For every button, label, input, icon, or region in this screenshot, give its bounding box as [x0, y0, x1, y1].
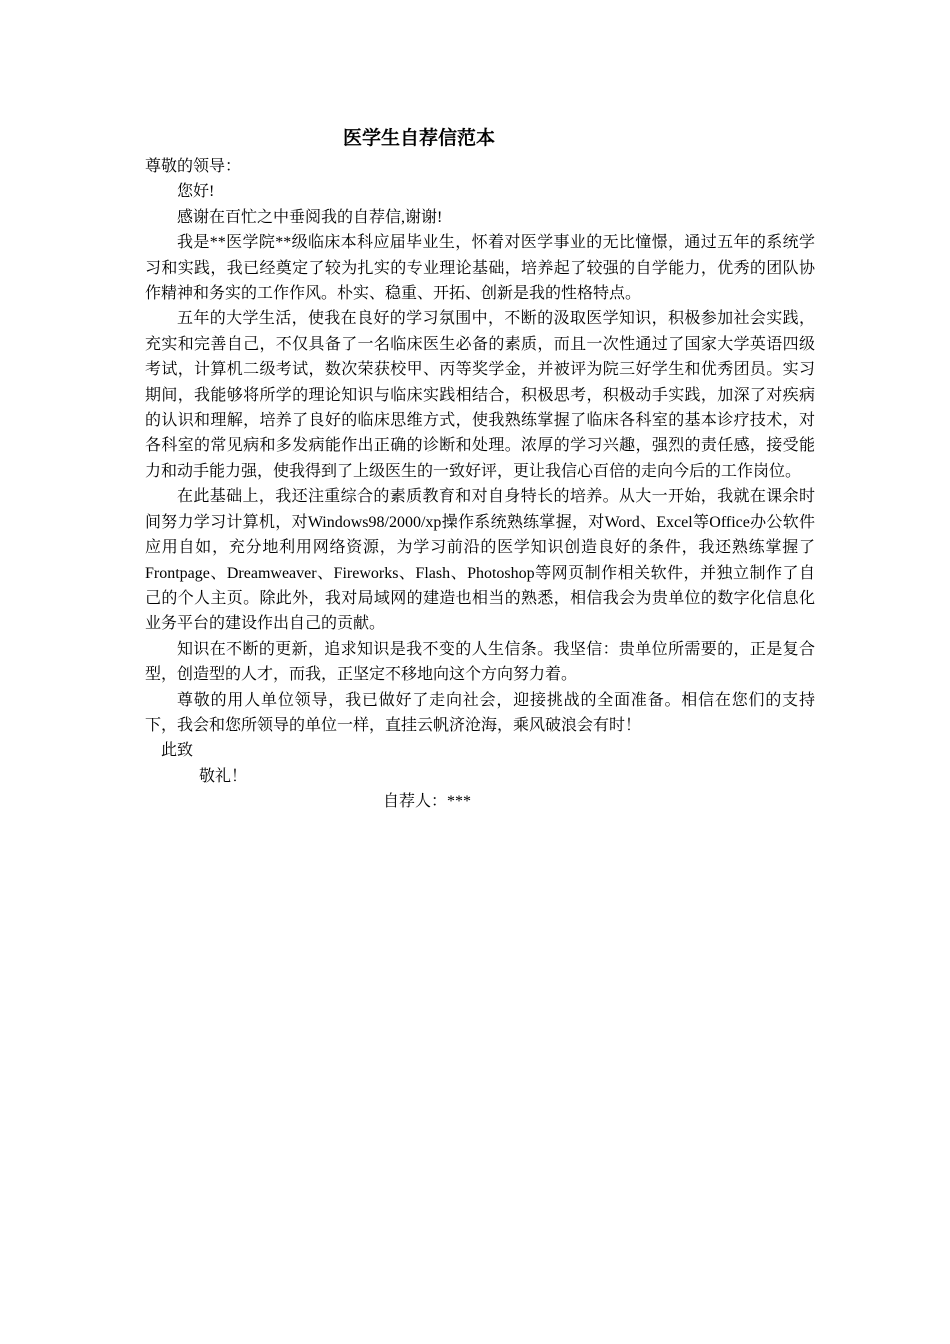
salutation: 尊敬的领导： — [145, 158, 242, 175]
document-title: 医学生自荐信范本 — [343, 127, 496, 149]
paragraph-thanks: 感谢在百忙之中垂阅我的自荐信,谢谢! — [177, 208, 443, 226]
paragraph-skills: 在此基础上，我还注重综合的素质教育和对自身特长的培养。从大一开始，我就在课余时间努力学习计算机，对Windows98/2000/xp操作系统熟练掌握，对Word、Excel等Office办公软件应用自如，充分地利用网络资源，为学习前沿的医学知识创造良好的条件，我还熟练掌握了Frontpage、Dreamweaver、Fireworks、Flash、Photoshop等网页制作相关软件，并独立制作了自己的个人主页。除此外，我对局域网的建造也相当的熟悉，相信我会为贵单位的数字化信息化业务平台的建设作出自己的贡献。 — [145, 488, 815, 633]
closing-line-1: 此致 — [161, 742, 194, 760]
letter-body — [145, 124, 815, 815]
paragraph-closing-statement: 尊敬的用人单位领导，我已做好了走向社会，迎接挑战的全面准备。相信在您们的支持下，我会和您所领导的单位一样，直挂云帆济沧海，乘风破浪会有时！ — [145, 691, 815, 734]
paragraph-introduction: 我是**医学院**级临床本科应届毕业生，怀着对医学事业的无比憧憬，通过五年的系统学习和实践，我已经奠定了较为扎实的专业理论基础，培养起了较强的自学能力，优秀的团队协作精神和务实的工作作风。朴实、稳重、开拓、创新是我的性格特点。 — [145, 234, 815, 303]
greeting: 您好! — [177, 183, 215, 201]
signature: 自荐人：*** — [383, 793, 472, 811]
paragraph-university-life: 五年的大学生活，使我在良好的学习氛围中，不断的汲取医学知识，积极参加社会实践，充实和完善自己，不仅具备了一名临床医生必备的素质，而且一次性通过了国家大学英语四级考试，计算机二级考试，数次荣获校甲、丙等奖学金，并被评为院三好学生和优秀团员。实习期间，我能够将所学的理论知识与临床实践相结合，积极思考，积极动手实践，加深了对疾病的认识和理解，培养了良好的临床思维方式，使我熟练掌握了临床各科室的基本诊疗技术，对各科室的常见病和多发病能作出正确的诊断和处理。浓厚的学习兴趣，强烈的责任感，接受能力和动手能力强，使我得到了上级医生的一致好评，更让我信心百倍的走向今后的工作岗位。 — [145, 310, 815, 480]
closing-line-2: 敬礼！ — [199, 767, 248, 785]
paragraph-belief: 知识在不断的更新，追求知识是我不变的人生信条。我坚信：贵单位所需要的，正是复合型，创造型的人才，而我，正坚定不移地向这个方向努力着。 — [145, 640, 815, 684]
